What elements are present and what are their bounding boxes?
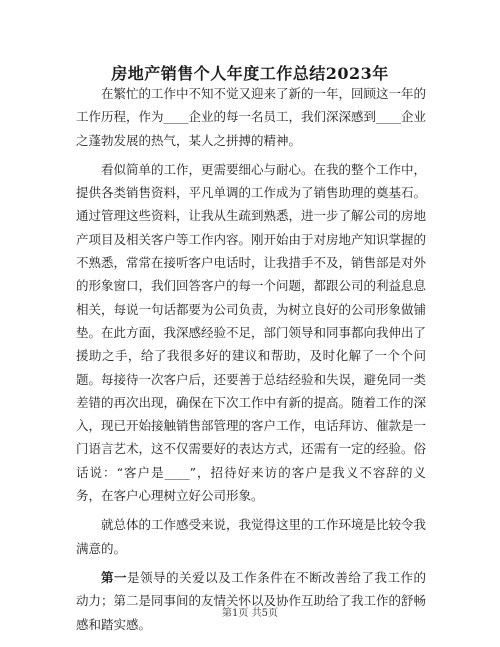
paragraph-reasons-text: 是领导的关爱以及工作条件在不断改善给了我工作的动力；第二是同事间的友情关怀以及协作互助给了我工作的舒畅感和踏实感。: [76, 569, 427, 632]
bold-lead-text: 第一: [101, 569, 128, 585]
page-number-footer: 第1页 共5页: [222, 608, 278, 619]
document-title: 房地产销售个人年度工作总结2023年: [111, 64, 389, 83]
paragraph-intro: 在繁忙的工作中不知不觉又迎来了新的一年，回顾这一年的工作历程，作为____企业的每一名员工，我们深深感到____企业之蓬勃发展的热气，某人之拼搏的精神。: [76, 86, 427, 148]
paragraph-overall-feeling: 就总体的工作感受来说，我觉得这里的工作环境是比较令我满意的。: [76, 517, 427, 556]
paragraph-work-details: 看似简单的工作，更需要细心与耐心。在我的整个工作中，提供各类销售资料，平凡单调的工作成为了销售助理的奠基石。通过管理这些资料，让我从生疏到熟悉，进一步了解公司的房地产项目及相关客户等工作内容。刚开始由于对房地产知识掌握的不熟悉，常常在接听客户电话时，让我措手不及，销售部是对外的形象窗口，我们回答客户的每一个问题，都跟公司的利益息息相关，每说一句话都要为公司负责，为树立良好的公司形象做铺垫。在此方面，我深感经验不足，部门领导和同事都向我伸出了援助之手，给了我很多好的建议和帮助，及时化解了一个个问题。每接待一次客户后，还要善于总结经验和失误，避免同一类差错的再次出现，确保在下次工作中有新的提高。随着工作的深入，现已开始接触销售部管理的客户工作，电话拜访、催款是一门语言艺术，这不仅需要好的表达方式，还需有一定的经验。俗话说：“客户是____”，招待好来访的客户是我义不容辞的义务，在客户心理树立好公司形象。: [76, 161, 427, 504]
document-body: [76, 82, 426, 636]
paragraph-reasons: [76, 566, 426, 636]
